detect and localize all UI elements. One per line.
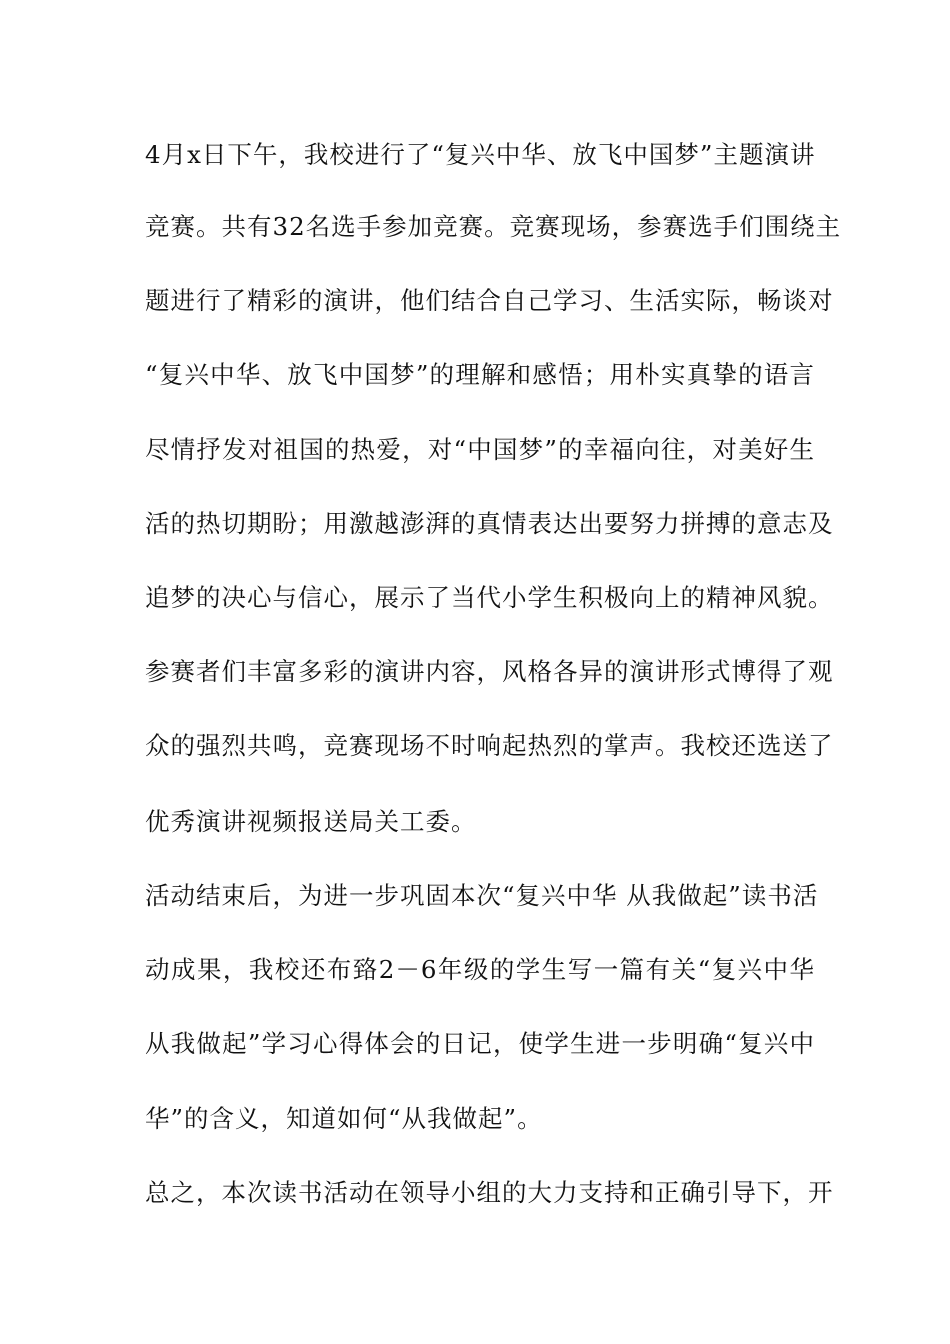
text-line: 活的热切期盼；用激越澎湃的真情表达出要努力拼搏的意志及: [145, 509, 834, 538]
text-line: 参赛者们丰富多彩的演讲内容，风格各异的演讲形式博得了观: [145, 657, 834, 686]
text-line: 4月x日下午，我校进行了“复兴中华、放飞中国梦”主题演讲: [145, 140, 816, 169]
text-line: 动成果，我校还布臵2－6年级的学生写一篇有关“复兴中华: [145, 955, 815, 984]
text-line: 从我做起”学习心得体会的日记，使学生进一步明确“复兴中: [145, 1029, 815, 1058]
text-line: 竞赛。共有32名选手参加竞赛。竞赛现场，参赛选手们围绕主: [145, 212, 842, 241]
text-line: 优秀演讲视频报送局关工委。: [145, 807, 477, 836]
text-line: “复兴中华、放飞中国梦”的理解和感悟；用朴实真挚的语言: [145, 360, 815, 389]
text-line: 追梦的决心与信心，展示了当代小学生积极向上的精神风貌。: [145, 583, 834, 612]
text-line: 活动结束后，为进一步巩固本次“复兴中华 从我做起”读书活: [145, 881, 819, 910]
text-line: 众的强烈共鸣，竞赛现场不时响起热烈的掌声。我校还选送了: [145, 731, 834, 760]
text-line: 题进行了精彩的演讲，他们结合自己学习、生活实际，畅谈对: [145, 286, 834, 315]
text-line: 总之，本次读书活动在领导小组的大力支持和正确引导下，开: [145, 1178, 834, 1207]
text-line: 尽情抒发对祖国的热爱，对“中国梦”的幸福向往，对美好生: [145, 435, 815, 464]
text-line: 华”的含义，知道如何“从我做起”。: [145, 1104, 543, 1133]
